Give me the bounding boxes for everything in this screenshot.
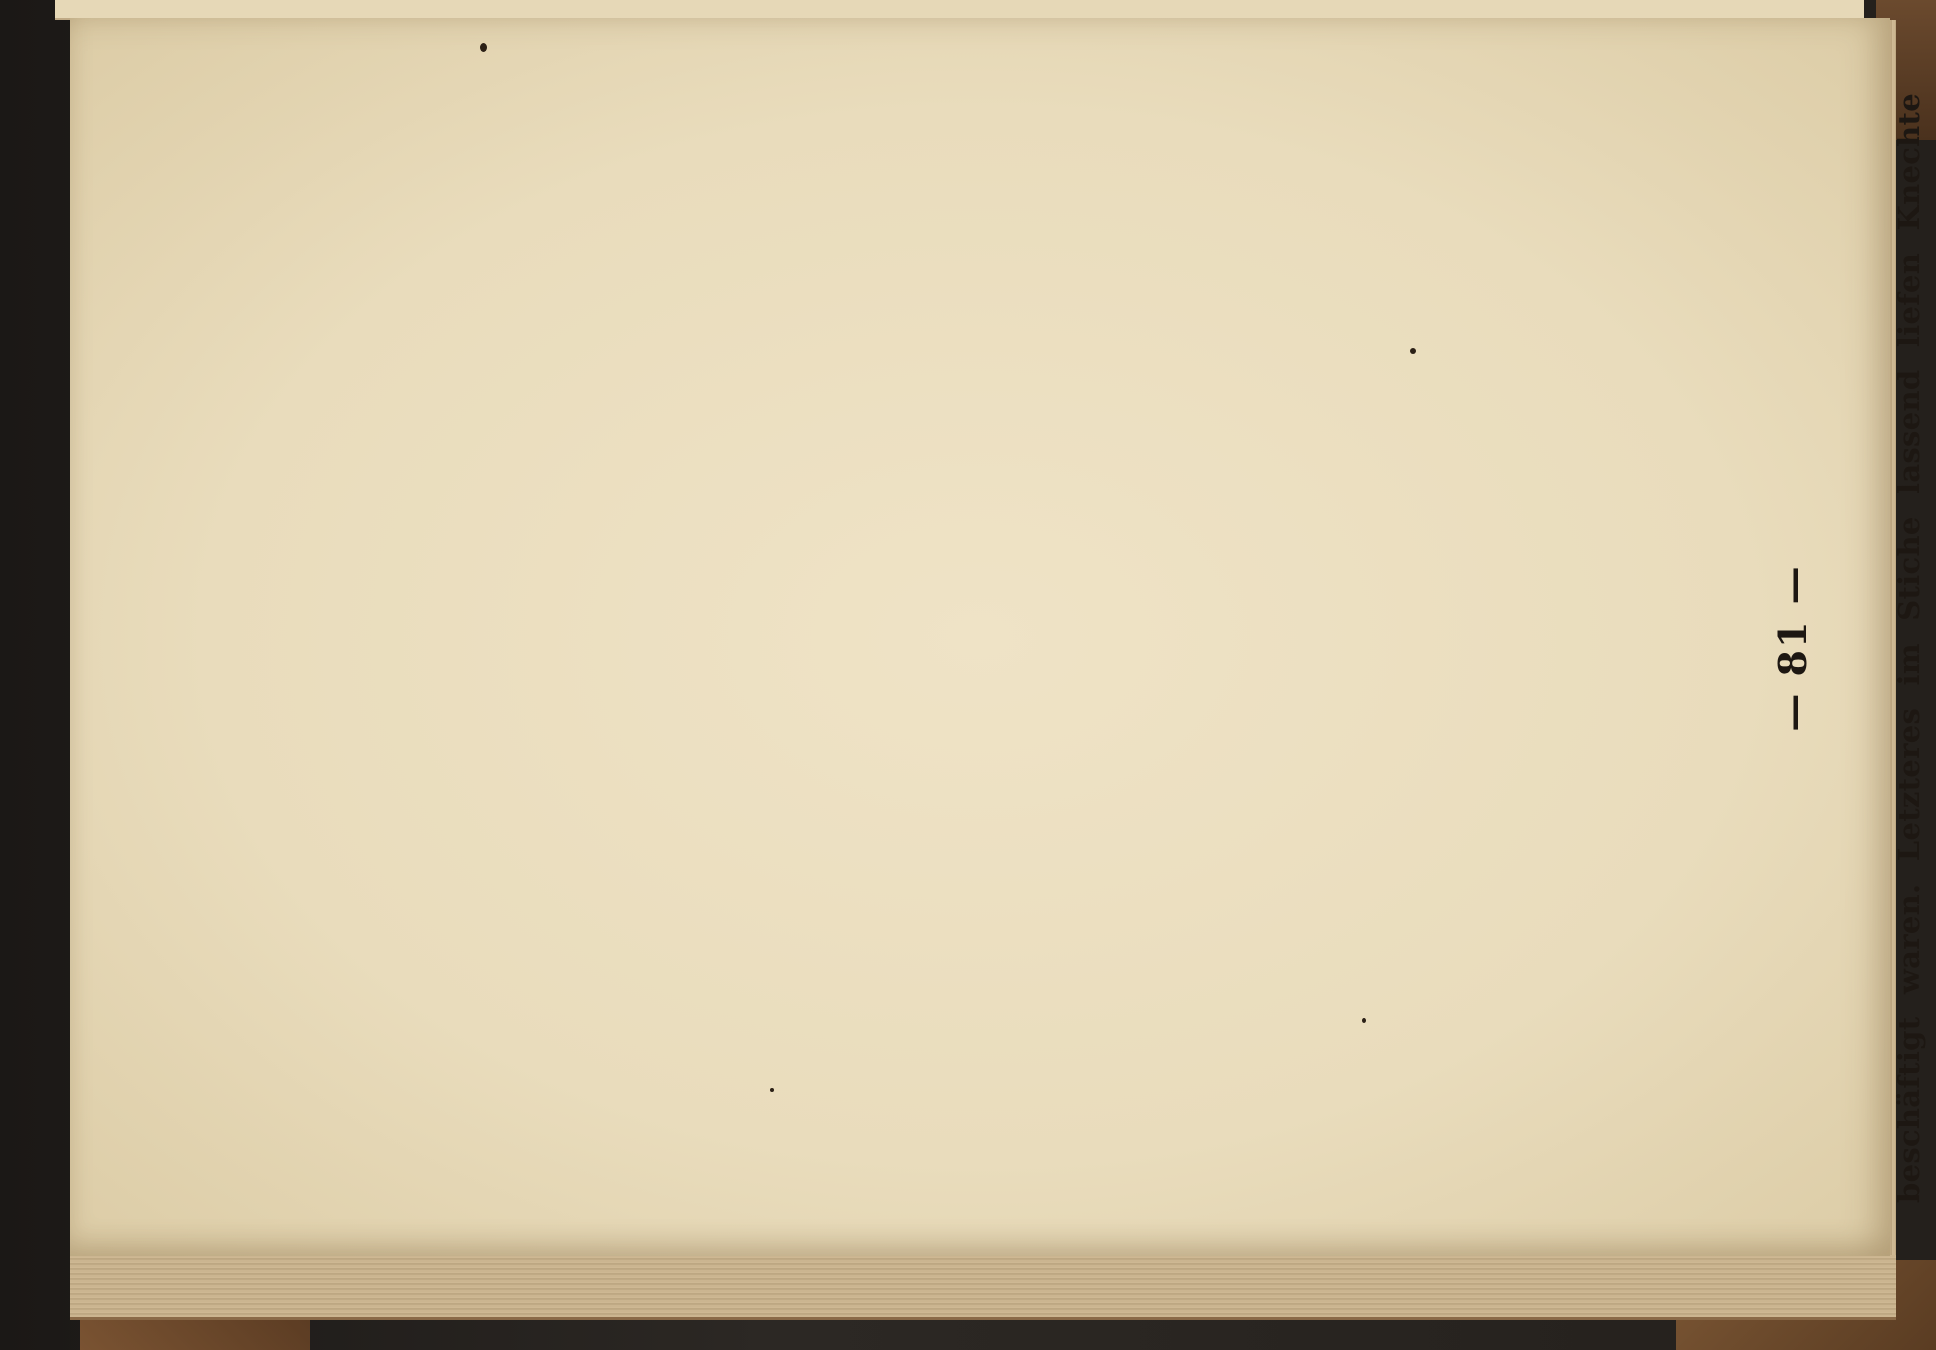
book-page [70,18,1926,1256]
page-edges-bottom [70,1255,1896,1320]
text-line: beschäftigt waren. Letzteres im Stiche lassend liefen Knechte [1892,93,1926,1203]
page-number: — 81 — [1770,564,1815,732]
ink-speck [1410,348,1416,354]
ink-speck [480,43,487,52]
body-text [1885,93,1936,1203]
ink-speck [1362,1018,1366,1023]
ink-speck [770,1088,774,1092]
facing-page-edge [55,0,1864,20]
